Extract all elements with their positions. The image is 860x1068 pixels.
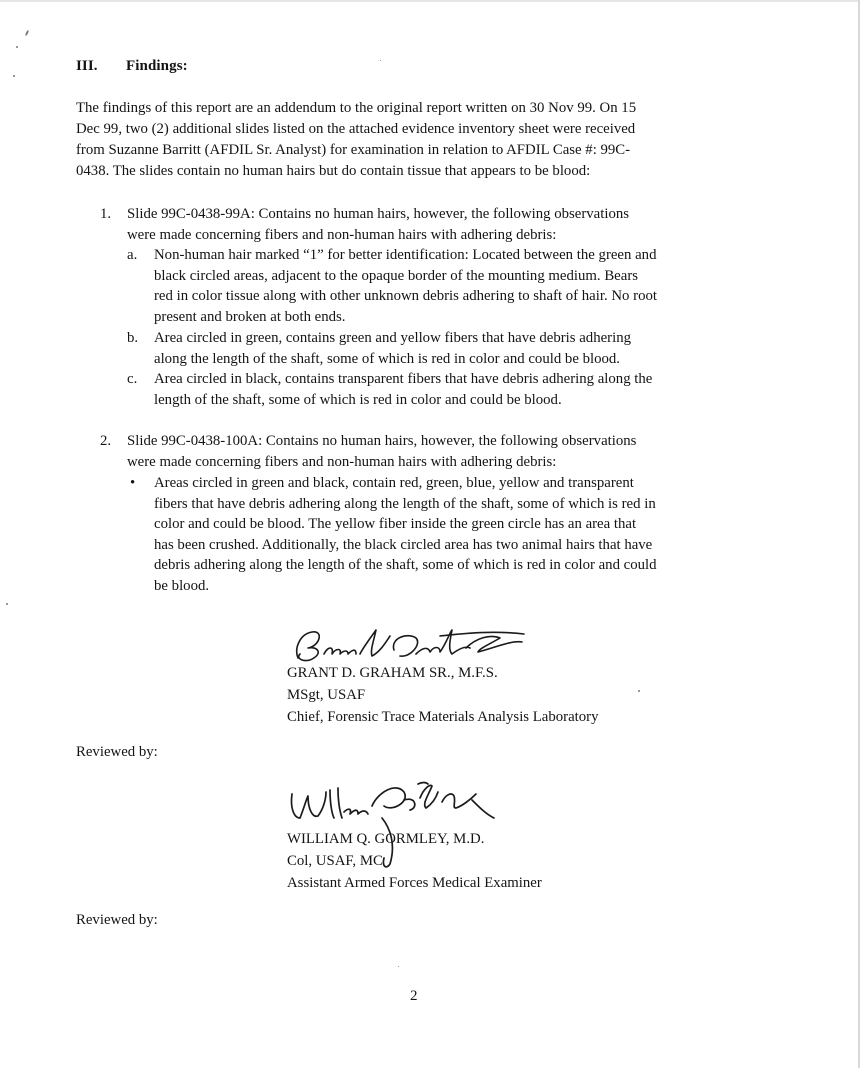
- signatory-block-1: [287, 662, 707, 728]
- finding-subitem-c: [127, 369, 807, 411]
- bullet-line: Areas circled in green and black, contain red, green, blue, yellow and transparent: [154, 475, 634, 491]
- intro-line: Dec 99, two (2) additional slides listed on the attached evidence inventory sheet were received: [76, 121, 636, 137]
- finding-subitem-b: [127, 328, 807, 370]
- intro-paragraph: [76, 98, 776, 182]
- signatory-title: Assistant Armed Forces Medical Examiner: [287, 875, 542, 891]
- signatory-name: WILLIAM Q. GORMLEY, M.D.: [287, 831, 485, 847]
- signatory-name: GRANT D. GRAHAM SR., M.F.S.: [287, 665, 498, 681]
- item-line: were made concerning fibers and non-human hairs with adhering debris:: [127, 453, 557, 470]
- finding-bullet: [130, 473, 810, 599]
- subitem-line: length of the shaft, some of which is red in color and could be blood.: [154, 391, 562, 408]
- finding-item-2: [100, 431, 800, 475]
- intro-line: 0438. The slides contain no human hairs but do contain tissue that appears to be blood:: [76, 163, 591, 179]
- scan-speck: [25, 30, 29, 36]
- bullet-line: fibers that have debris adhering along the length of the shaft, some of which is red in: [154, 495, 656, 512]
- section-title: Findings:: [126, 58, 188, 74]
- signatory-block-2: [287, 828, 707, 894]
- subitem-letter: b.: [127, 330, 139, 346]
- signatory-rank: MSgt, USAF: [287, 687, 366, 703]
- subitem-line: Area circled in black, contains transparent fibers that have debris adhering along the: [154, 371, 653, 387]
- page-top-edge: [0, 0, 860, 2]
- scan-speck: [380, 60, 381, 61]
- item-line: Slide 99C-0438-100A: Contains no human hairs, however, the following observations: [127, 433, 637, 449]
- subitem-line: red in color tissue along with other unknown debris adhering to shaft of hair. No root: [154, 288, 657, 304]
- item-number: 2.: [100, 433, 112, 449]
- section-number: III.: [76, 58, 98, 74]
- section-heading: [76, 58, 188, 75]
- scan-speck: [398, 966, 399, 967]
- scan-speck: [13, 75, 15, 77]
- bullet-line: color and could be blood. The yellow fiber inside the green circle has an area that: [154, 516, 637, 532]
- signatory-rank: Col, USAF, MC: [287, 853, 383, 869]
- bullet-line: has been crushed. Additionally, the black circled area has two animal hairs that have: [154, 536, 653, 553]
- reviewed-by-label: Reviewed by:: [76, 744, 158, 760]
- scan-speck: [6, 603, 8, 605]
- item-number: 1.: [100, 206, 112, 222]
- subitem-line: Non-human hair marked “1” for better identification: Located between the green and: [154, 247, 657, 263]
- handwritten-signature-graham: [290, 624, 530, 664]
- intro-line: The findings of this report are an addendum to the original report written on 30 Nov 99. On 15: [76, 100, 637, 116]
- reviewed-by-label: Reviewed by:: [76, 912, 158, 928]
- item-line: Slide 99C-0438-99A: Contains no human hairs, however, the following observations: [127, 206, 630, 222]
- item-line: were made concerning fibers and non-human hairs with adhering debris:: [127, 226, 557, 243]
- subitem-line: along the length of the shaft, some of which is red in color and could be blood.: [154, 350, 620, 367]
- subitem-letter: a.: [127, 247, 138, 263]
- scan-speck: [16, 46, 18, 48]
- subitem-line: black circled areas, adjacent to the opaque border of the mounting medium. Bears: [154, 267, 639, 284]
- finding-subitem-a: [127, 245, 807, 329]
- bullet-point: •: [130, 475, 136, 491]
- bullet-line: be blood.: [154, 577, 210, 594]
- page-number: 2: [410, 988, 418, 1004]
- subitem-line: present and broken at both ends.: [154, 308, 346, 325]
- intro-line: from Suzanne Barritt (AFDIL Sr. Analyst) for examination in relation to AFDIL Case #: 99C-: [76, 142, 631, 158]
- signatory-title: Chief, Forensic Trace Materials Analysis Laboratory: [287, 709, 599, 725]
- subitem-letter: c.: [127, 371, 138, 387]
- subitem-line: Area circled in green, contains green and yellow fibers that have debris adhering: [154, 330, 632, 346]
- bullet-line: debris adhering along the length of the shaft, some of which is red in color and could: [154, 557, 657, 573]
